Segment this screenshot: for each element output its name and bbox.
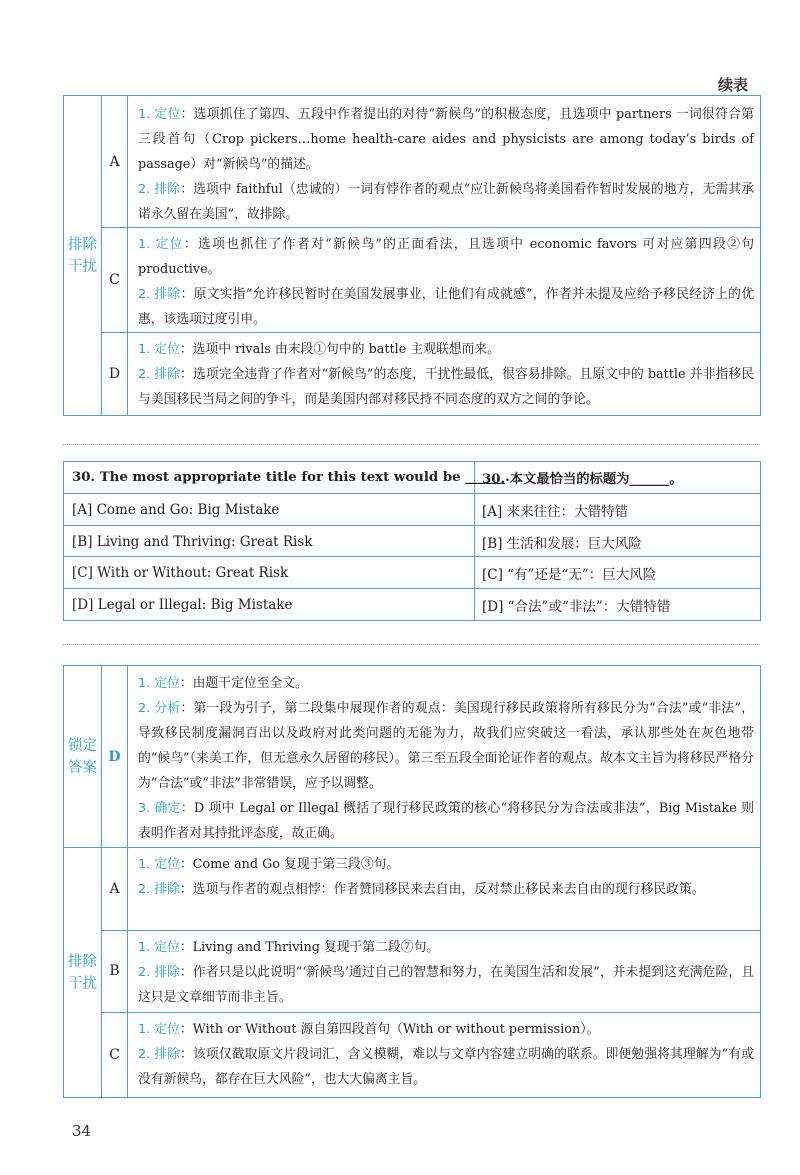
option-letter: A: [102, 96, 128, 227]
category-line: 锁定: [68, 737, 97, 754]
step-tag: 2. 排除: [138, 182, 181, 197]
option-letter: B: [102, 930, 128, 1012]
continued-label: 续表: [717, 76, 748, 94]
option-zh: [B] 生活和发展：巨大风险: [482, 535, 642, 552]
step-tag: 2. 排除: [138, 882, 180, 897]
option-analysis: [128, 1015, 760, 1092]
step-tag: 1. 定位: [138, 940, 180, 955]
dotted-divider: [63, 444, 760, 445]
category-cell: [64, 848, 102, 1097]
step-tag: 1. 定位: [138, 237, 184, 252]
question-en: 30. The most appropriate title for this text would be ______.: [72, 470, 510, 485]
option-en: [B] Living and Thriving: Great Risk: [72, 533, 313, 550]
category-line: 排除: [68, 236, 97, 253]
step-tag: 1. 定位: [138, 342, 180, 357]
analysis-line: 2. 排除：该项仅截取原文片段词汇，含义模糊，难以与文章内容建立明确的联系。即便勉强将其理解为“有或没有新候鸟，都存在巨大风险”，也大大偏离主旨。: [138, 1047, 755, 1087]
analysis-line: 2. 分析：第一段为引子，第二段集中展现作者的观点：美国现行移民政策将所有移民分为“合法”或“非法”，导致移民制度漏洞百出以及政府对此类问题的无能为力，故我们应突破这一看法，承认那些处在灰色地带的“候鸟”（来美工作，但无意永久居留的移民）。第三至五段全面论证作者的观点。故本文主旨为将移民严格分为“合法”或“非法”非常错误，应予以调整。: [138, 701, 754, 791]
analysis-line: 2. 排除：原文实指“允许移民暂时在美国发展事业，让他们有成就感”，作者并未提及应给予移民经济上的优惠，该选项过度引申。: [138, 287, 754, 327]
category-line: 排除: [68, 953, 97, 970]
analysis-line: 2. 排除：选项完全违背了作者对“新候鸟”的态度，干扰性最低，很容易排除。且原文中的 battle 并非指移民与美国移民当局之间的争斗，而是美国内部对移民持不同态度的双方之间的争论。: [138, 367, 754, 407]
option-zh: [A] 来来往往：大错特错: [482, 503, 629, 520]
answer-analysis: [128, 669, 760, 846]
step-tag: 1. 定位: [138, 676, 180, 691]
category-line: 干扰: [68, 258, 97, 275]
answer-table: [63, 665, 761, 1098]
answer-letter: D: [102, 666, 128, 847]
option-en: [C] With or Without: Great Risk: [72, 564, 289, 581]
step-tag: 1. 定位: [138, 857, 180, 872]
question-table: [63, 461, 761, 621]
analysis-line: 1. 定位：由题干定位至全文。: [138, 676, 308, 691]
option-analysis: [128, 850, 760, 902]
option-analysis: [128, 100, 760, 227]
page-number: 34: [72, 1122, 92, 1140]
step-tag: 3. 确定: [138, 801, 181, 816]
analysis-line: 2. 排除：作者只是以此说明“‘新候鸟’通过自己的智慧和努力，在美国生活和发展”，并未提到这充满危险，且这只是文章细节而非主旨。: [138, 965, 754, 1005]
analysis-line: 1. 定位：选项也抓住了作者对“新候鸟”的正面看法，且选项中 economic favors 可对应第四段②句 productive。: [138, 237, 755, 277]
option-letter: A: [102, 848, 128, 930]
analysis-line: 1. 定位：With or Without 源自第四段首句（With or without permission）。: [138, 1022, 600, 1037]
option-en: [D] Legal or Illegal: Big Mistake: [72, 596, 293, 613]
analysis-line: 1. 定位：Come and Go 复现于第三段③句。: [138, 857, 400, 872]
dotted-divider: [63, 644, 760, 645]
analysis-line: 1. 定位：Living and Thriving 复现于第二段⑦句。: [138, 940, 440, 955]
category-cell: [64, 666, 102, 847]
option-letter: C: [102, 1012, 128, 1097]
category-cell: [64, 96, 102, 415]
step-tag: 2. 分析: [138, 701, 181, 716]
option-en: [A] Come and Go: Big Mistake: [72, 501, 280, 518]
step-tag: 1. 定位: [138, 1022, 180, 1037]
analysis-line: 2. 排除：选项中 faithful（忠诚的）一词有悖作者的观点“应让新候鸟将美国看作暂时发展的地方，无需其承诺永久留在美国”，故排除。: [138, 182, 754, 222]
analysis-line: 2. 排除：选项与作者的观点相悖：作者赞同移民来去自由，反对禁止移民来去自由的现行移民政策。: [138, 882, 705, 897]
step-tag: 2. 排除: [138, 367, 181, 382]
step-tag: 2. 排除: [138, 965, 181, 980]
category-line: 干扰: [68, 975, 97, 992]
question-zh: 30. 本文最恰当的标题为______。: [482, 472, 683, 487]
step-tag: 1. 定位: [138, 107, 181, 122]
option-letter: C: [102, 227, 128, 332]
category-line: 答案: [68, 759, 97, 776]
option-zh: [C] “有”还是“无”：巨大风险: [482, 566, 657, 583]
analysis-line: 1. 定位：选项抓住了第四、五段中作者提出的对待“新候鸟”的积极态度，且选项中 partners 一词很符合第三段首句（Crop pickers…home health-care aides and physicists are among today’s birds of passage）对“新候鸟”的描述。: [138, 107, 754, 172]
analysis-line: 1. 定位：选项中 rivals 由末段①句中的 battle 主观联想而来。: [138, 342, 500, 357]
option-analysis: [128, 335, 760, 412]
option-analysis: [128, 230, 760, 332]
distractor-table-1: [63, 95, 761, 416]
step-tag: 2. 排除: [138, 287, 181, 302]
option-letter: D: [102, 332, 128, 415]
option-zh: [D] “合法”或“非法”：大错特错: [482, 598, 671, 615]
analysis-line: 3. 确定：D 项中 Legal or Illegal 概括了现行移民政策的核心“将移民分为合法或非法”，Big Mistake 则表明作者对其持批评态度，故正确。: [138, 801, 754, 841]
option-analysis: [128, 933, 760, 1010]
step-tag: 2. 排除: [138, 1047, 181, 1062]
